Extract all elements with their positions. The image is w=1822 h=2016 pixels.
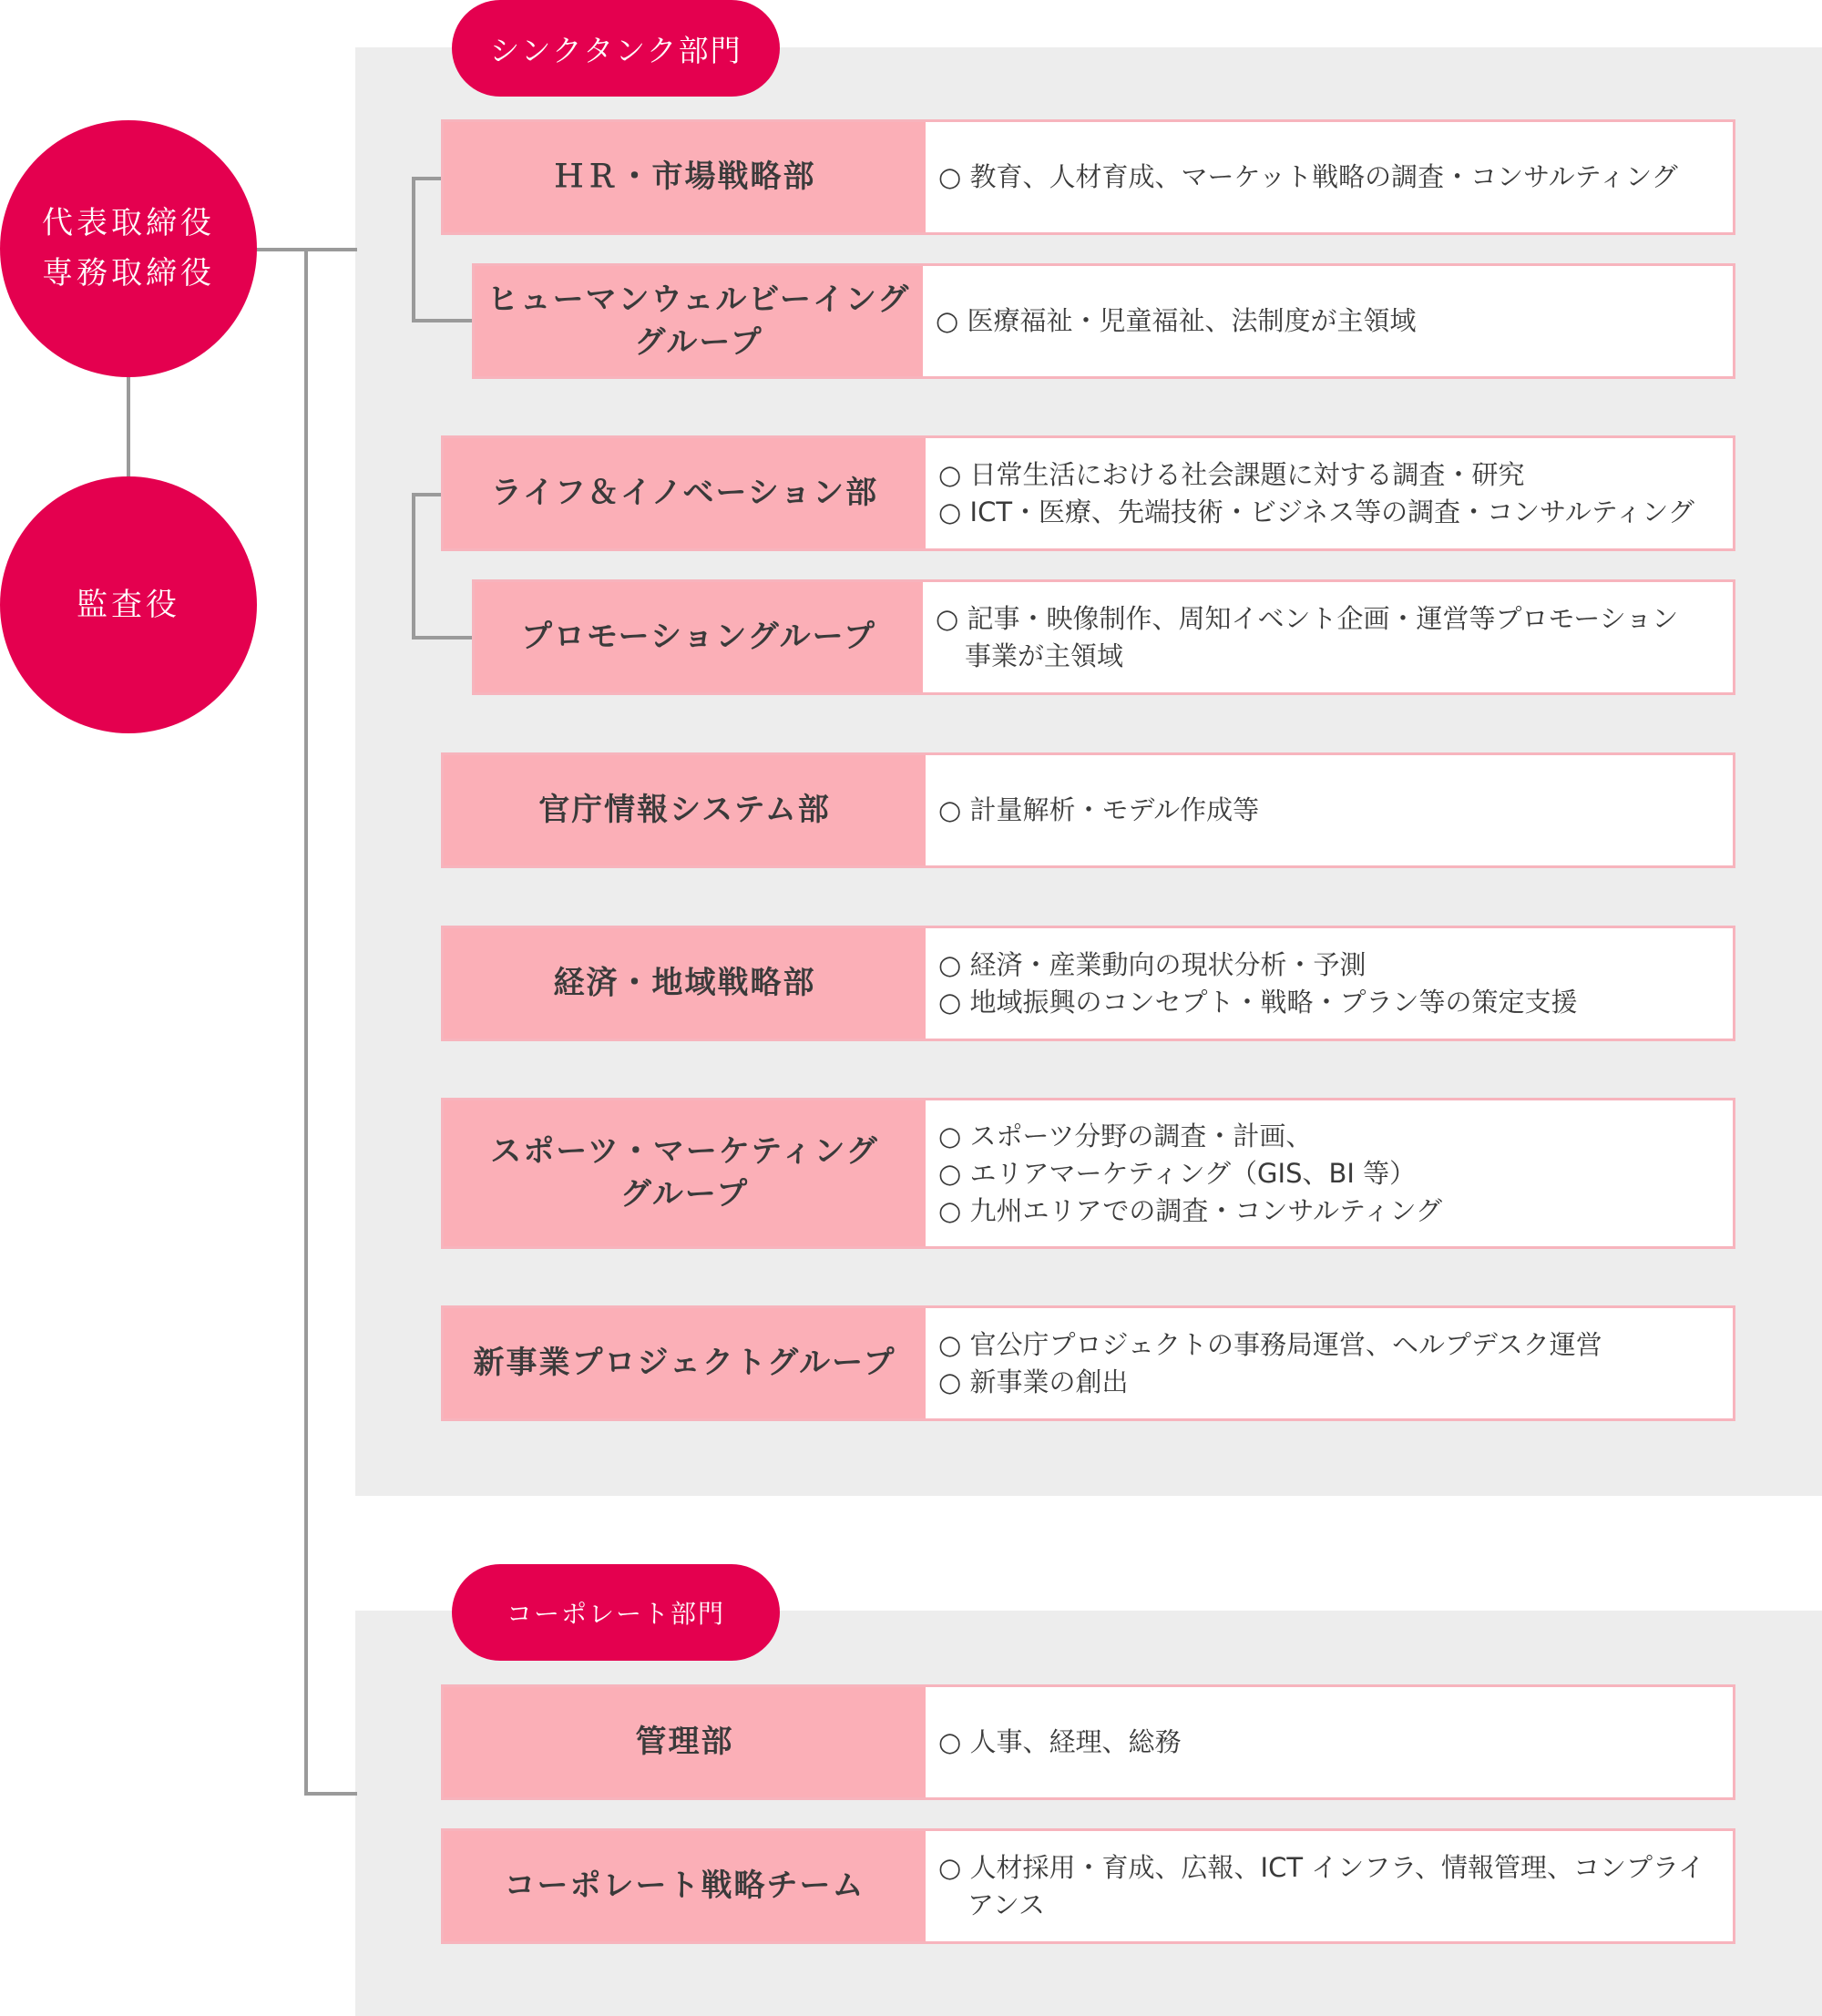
desc-line: アンス: [967, 1888, 1045, 1920]
dept-desc: [926, 122, 1733, 232]
desc-line: ○ ICT・医療、先端技術・ビジネス等の調査・コンサルティング: [938, 496, 1694, 527]
desc-line: 事業が主領域: [965, 640, 1124, 671]
dept-name: プロモーショングループ: [475, 582, 923, 692]
connector-trunk-to-corporate: [304, 1792, 357, 1796]
connector-exec-to-auditor: [127, 374, 130, 478]
dept-desc: [923, 266, 1733, 376]
dept-desc: [926, 438, 1733, 548]
dept-row-life-innovation: [441, 435, 1735, 551]
dept-name: コーポレート戦略チーム: [444, 1831, 926, 1941]
desc-line: ○ 地域振興のコンセプト・戦略・プラン等の策定支援: [938, 986, 1578, 1018]
bracket-life-bottom: [412, 636, 474, 640]
desc-line: ○ 人材採用・育成、広報、ICT インフラ、情報管理、コンプライ: [938, 1851, 1705, 1883]
dept-desc: [926, 755, 1733, 865]
desc-line: ○ 教育、人材育成、マーケット戦略の調査・コンサルティング: [938, 161, 1678, 192]
auditor-title: 監査役: [77, 586, 180, 623]
dept-name: ヒューマンウェルビーイング グループ: [475, 266, 923, 376]
exec-title-2: 専務取締役: [42, 255, 215, 292]
desc-line: ○ エリアマーケティング（GIS、BI 等）: [938, 1157, 1417, 1189]
dept-desc: [926, 1100, 1733, 1246]
desc-line: ○ 九州エリアでの調査・コンサルティング: [938, 1194, 1443, 1226]
exec-circle: [0, 120, 257, 377]
dept-desc: [926, 1308, 1733, 1418]
corporate-section: [355, 1611, 1822, 2016]
dept-row-human-wellbeing: [472, 263, 1735, 379]
corporate-pill: コーポレート部門: [452, 1564, 780, 1661]
desc-line: ○ 官公庁プロジェクトの事務局運営、ヘルプデスク運営: [938, 1328, 1602, 1360]
desc-line: ○ 人事、経理、総務: [938, 1726, 1182, 1757]
dept-row-hr: [441, 119, 1735, 235]
dept-row-corporate-strategy: [441, 1828, 1735, 1944]
dept-row-gov-info-systems: [441, 752, 1735, 868]
bracket-hr-vertical: [412, 177, 415, 322]
dept-row-new-business: [441, 1305, 1735, 1421]
dept-desc: [926, 928, 1733, 1039]
bracket-hr-top: [412, 177, 443, 180]
dept-desc: [926, 1831, 1733, 1941]
dept-name: 経済・地域戦略部: [444, 928, 926, 1039]
dept-desc: [926, 1687, 1733, 1797]
dept-name: ライフ＆イノベーション部: [444, 438, 926, 548]
exec-title-1: 代表取締役: [42, 205, 215, 241]
dept-row-administration: [441, 1684, 1735, 1800]
desc-line: ○ 新事業の創出: [938, 1366, 1129, 1397]
connector-main-trunk: [304, 248, 308, 1796]
desc-line: ○ スポーツ分野の調査・計画、: [938, 1120, 1313, 1151]
desc-line: ○ 経済・産業動向の現状分析・予測: [938, 948, 1366, 980]
auditor-circle: [0, 476, 257, 733]
bracket-life-top: [412, 493, 443, 496]
thinktank-pill: シンクタンク部門: [452, 0, 780, 97]
dept-row-sports-marketing: [441, 1098, 1735, 1249]
dept-row-economy-regional: [441, 926, 1735, 1041]
desc-line: ○ 医療福祉・児童福祉、法制度が主領域: [936, 305, 1417, 336]
bracket-hr-bottom: [412, 319, 474, 322]
dept-desc: [923, 582, 1733, 692]
desc-line: ○ 計量解析・モデル作成等: [938, 794, 1260, 825]
dept-name: スポーツ・マーケティング グループ: [444, 1100, 926, 1246]
desc-line: ○ 日常生活における社会課題に対する調査・研究: [938, 458, 1525, 490]
dept-name: 管理部: [444, 1687, 926, 1797]
dept-name: ＨＲ・市場戦略部: [444, 122, 926, 232]
desc-line: ○ 記事・映像制作、周知イベント企画・運営等プロモーション: [936, 602, 1679, 634]
dept-row-promotion: [472, 579, 1735, 695]
bracket-life-vertical: [412, 493, 415, 640]
dept-name: 新事業プロジェクトグループ: [444, 1308, 926, 1418]
dept-name: 官庁情報システム部: [444, 755, 926, 865]
